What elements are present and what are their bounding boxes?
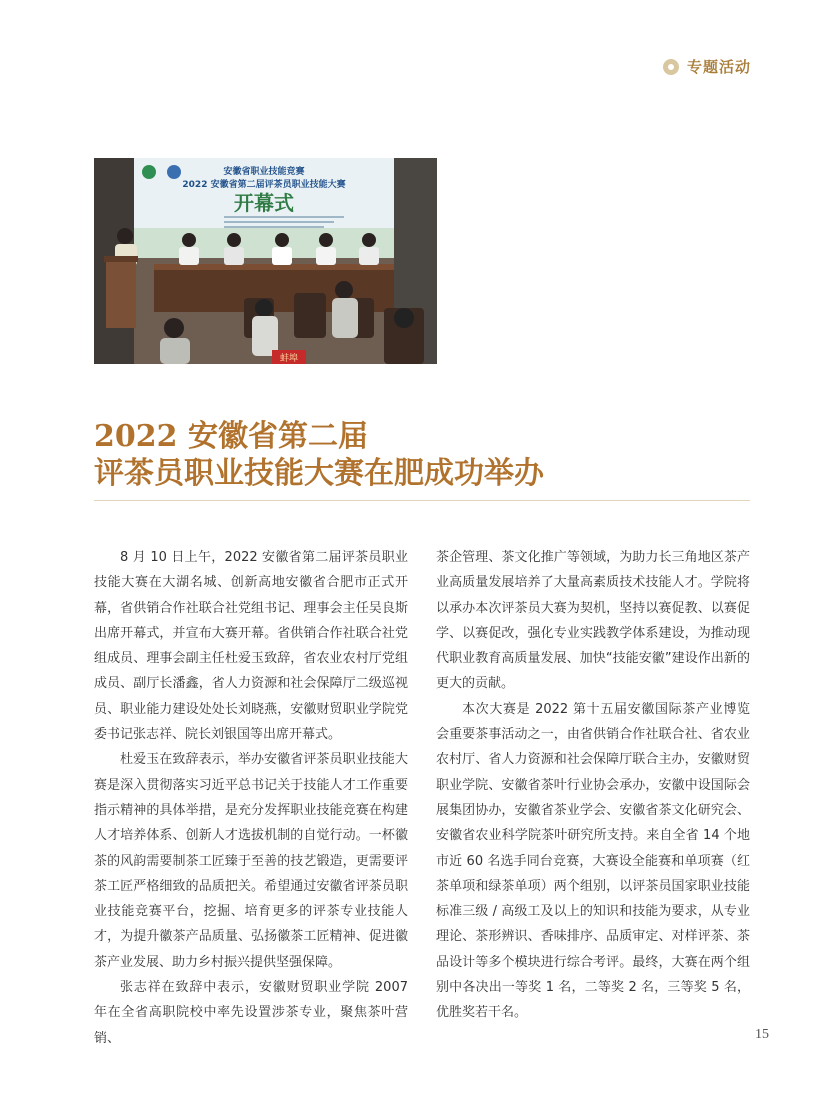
- section-label: 专题活动: [686, 58, 751, 76]
- banner-line2: 2022 安徽省第二届评茶员职业技能大赛: [182, 180, 346, 190]
- column-left: [94, 545, 408, 1051]
- banner-line1: 安徽省职业技能竞赛: [223, 167, 305, 177]
- paragraph: 张志祥在致辞中表示，安徽财贸职业学院 2007 年在全省高职院校中率先设置涉茶专业，聚焦茶叶营销、: [94, 980, 408, 1046]
- section-tag: [663, 56, 751, 77]
- title-line2: 评茶员职业技能大赛在肥成功举办: [94, 456, 544, 491]
- section-dot-icon: [663, 59, 679, 75]
- paragraph: 8 月 10 日上午，2022 安徽省第二届评茶员职业技能大赛在大湖名城、创新高地安徽省合肥市正式开幕，省供销合作社联合社党组书记、理事会主任吴良斯出席开幕式，并宣布大赛开幕。省供销合作社联合社党组成员、理事会副主任杜爱玉致辞，省农业农村厅党组成员、副厅长潘鑫，省人力资源和社会保障厅二级巡视员、职业能力建设处处长刘晓燕，安徽财贸职业学院党委书记张志祥、院长刘银国等出席开幕式。: [94, 550, 408, 743]
- title-divider: [94, 500, 750, 501]
- paragraph: 本次大赛是 2022 第十五届安徽国际茶产业博览会重要茶事活动之一，由省供销合作社联合社、省农业农村厅、省人力资源和社会保障厅联合主办，安徽财贸职业学院、安徽省茶叶行业协会承办，安徽中设国际会展集团协办，安徽省茶业学会、安徽省茶文化研究会、安徽省农业科学院茶叶研究所支持。来自全省 14 个地市近 60 名选手同台竞赛，大赛设全能赛和单项赛（红茶单项和绿茶单项）两个组别，以评茶员国家职业技能标准三级 / 高级工及以上的知识和技能为要求，从专业理论、茶形辨识、香味排序、品质审定、对样评茶、茶品设计等多个模块进行综合考评。最终，大赛在两个组别中各决出一等奖 1 名，二等奖 2 名，三等奖 5 名，优胜奖若干名。: [436, 701, 750, 1021]
- article-title: [94, 418, 544, 492]
- page-number: 15: [755, 1027, 769, 1042]
- column-right: [436, 545, 750, 1026]
- paragraph: 茶企管理、茶文化推广等领域，为助力长三角地区茶产业高质量发展培养了大量高素质技术技能人才。学院将以承办本次评茶员大赛为契机，坚持以赛促教、以赛促学、以赛促改，强化专业实践教学体系建设，为推动现代职业教育高质量发展、加快“技能安徽”建设作出新的更大的贡献。: [436, 550, 750, 692]
- title-line1: 2022 安徽省第二届: [94, 419, 368, 454]
- event-photo: [94, 158, 437, 364]
- stage-sign: 蚌埠: [279, 354, 299, 364]
- banner-big: 开幕式: [234, 191, 294, 215]
- paragraph: 杜爱玉在致辞表示，举办安徽省评茶员职业技能大赛是深入贯彻落实习近平总书记关于技能人才工作重要指示精神的具体举措，是充分发挥职业技能竞赛在构建人才培养体系、创新人才选拔机制的自觉行动。一杯徽茶的风韵需要制茶工匠臻于至善的技艺锻造，更需要评茶工匠严格细致的品质把关。希望通过安徽省评茶员职业技能竞赛平台，挖掘、培育更多的评茶专业技能人才，为提升徽茶产品质量、弘扬徽茶工匠精神、促进徽茶产业发展、助力乡村振兴提供坚强保障。: [94, 752, 408, 970]
